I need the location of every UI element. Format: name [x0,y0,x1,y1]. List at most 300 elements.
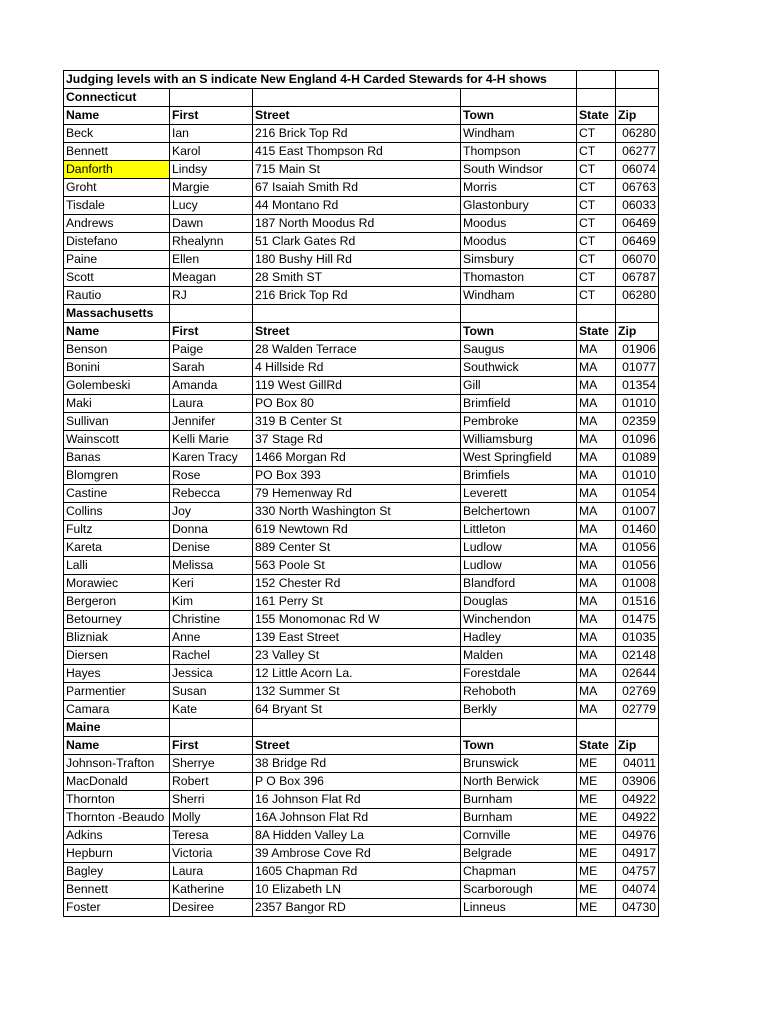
cell-zip: 02148 [616,647,659,665]
header-first: First [170,737,253,755]
table-row [64,827,659,845]
table-row [64,701,659,719]
cell-street: PO Box 393 [253,467,461,485]
cell-state: CT [577,179,616,197]
table-row [64,197,659,215]
cell-name: Camara [64,701,170,719]
cell-street: 2357 Bangor RD [253,899,461,917]
cell-zip: 01906 [616,341,659,359]
empty-cell [461,305,577,323]
cell-town: Glastonbury [461,197,577,215]
header-state: State [577,323,616,341]
cell-state: CT [577,197,616,215]
table-row [64,179,659,197]
cell-state: MA [577,593,616,611]
cell-first: Rachel [170,647,253,665]
table-row [64,647,659,665]
cell-zip: 01007 [616,503,659,521]
cell-zip: 02769 [616,683,659,701]
cell-town: Scarborough [461,881,577,899]
cell-street: 139 East Street [253,629,461,647]
cell-street: 889 Center St [253,539,461,557]
table-row [64,575,659,593]
cell-street: 64 Bryant St [253,701,461,719]
cell-name: Rautio [64,287,170,305]
table-row [64,755,659,773]
cell-state: MA [577,575,616,593]
cell-street: 51 Clark Gates Rd [253,233,461,251]
cell-first: Margie [170,179,253,197]
cell-first: Anne [170,629,253,647]
cell-state: CT [577,161,616,179]
cell-state: MA [577,557,616,575]
cell-zip: 04757 [616,863,659,881]
cell-name: Hepburn [64,845,170,863]
cell-name: Adkins [64,827,170,845]
cell-town: Brunswick [461,755,577,773]
table-row [64,251,659,269]
cell-street: 152 Chester Rd [253,575,461,593]
table-row [64,683,659,701]
empty-cell [253,89,461,107]
cell-zip: 04922 [616,809,659,827]
table-row [64,413,659,431]
cell-name: Scott [64,269,170,287]
cell-state: CT [577,125,616,143]
table-row [64,611,659,629]
cell-state: MA [577,701,616,719]
cell-first: Ian [170,125,253,143]
table-row [64,503,659,521]
cell-street: 563 Poole St [253,557,461,575]
cell-zip: 02359 [616,413,659,431]
table-row [64,359,659,377]
cell-name: Danforth [64,161,170,179]
cell-name: Fultz [64,521,170,539]
cell-first: Laura [170,395,253,413]
cell-street: 8A Hidden Valley La [253,827,461,845]
cell-first: Rose [170,467,253,485]
cell-first: Jessica [170,665,253,683]
cell-state: MA [577,449,616,467]
empty-cell [253,305,461,323]
cell-name: Bagley [64,863,170,881]
cell-town: Moodus [461,215,577,233]
table-row [64,377,659,395]
cell-street: 10 Elizabeth LN [253,881,461,899]
table-row [64,449,659,467]
header-state: State [577,107,616,125]
table-row [64,593,659,611]
cell-town: Douglas [461,593,577,611]
cell-state: MA [577,629,616,647]
cell-first: Robert [170,773,253,791]
cell-name: Golembeski [64,377,170,395]
cell-name: Foster [64,899,170,917]
header-street: Street [253,107,461,125]
cell-zip: 01096 [616,431,659,449]
header-town: Town [461,107,577,125]
empty-cell [616,71,659,89]
cell-zip: 06033 [616,197,659,215]
table-row [64,773,659,791]
cell-town: Saugus [461,341,577,359]
cell-name: Groht [64,179,170,197]
cell-name: Castine [64,485,170,503]
table-row [64,899,659,917]
cell-zip: 01077 [616,359,659,377]
cell-first: Sarah [170,359,253,377]
cell-street: 415 East Thompson Rd [253,143,461,161]
cell-street: 37 Stage Rd [253,431,461,449]
cell-town: Belgrade [461,845,577,863]
cell-street: 28 Smith ST [253,269,461,287]
column-header-row [64,323,659,341]
header-first: First [170,107,253,125]
table-row [64,791,659,809]
cell-street: 1466 Morgan Rd [253,449,461,467]
table-row [64,845,659,863]
state-heading-row [64,305,659,323]
state-heading-row [64,719,659,737]
cell-name: Bergeron [64,593,170,611]
cell-first: Rebecca [170,485,253,503]
cell-first: Victoria [170,845,253,863]
cell-zip: 01054 [616,485,659,503]
cell-state: CT [577,143,616,161]
header-name: Name [64,107,170,125]
empty-cell [170,719,253,737]
header-state: State [577,737,616,755]
cell-first: Kelli Marie [170,431,253,449]
cell-state: MA [577,395,616,413]
cell-street: 132 Summer St [253,683,461,701]
cell-first: Lindsy [170,161,253,179]
cell-first: Ellen [170,251,253,269]
cell-name: Morawiec [64,575,170,593]
cell-zip: 06787 [616,269,659,287]
cell-zip: 04730 [616,899,659,917]
cell-name: Hayes [64,665,170,683]
cell-first: Meagan [170,269,253,287]
header-street: Street [253,737,461,755]
cell-first: Molly [170,809,253,827]
cell-name: Betourney [64,611,170,629]
cell-state: MA [577,377,616,395]
table-row [64,269,659,287]
cell-street: 79 Hemenway Rd [253,485,461,503]
cell-first: Karol [170,143,253,161]
cell-town: Chapman [461,863,577,881]
cell-town: Thompson [461,143,577,161]
cell-state: ME [577,881,616,899]
table-row [64,881,659,899]
empty-cell [577,719,616,737]
cell-town: Linneus [461,899,577,917]
cell-street: 180 Bushy Hill Rd [253,251,461,269]
stewards-table [63,70,659,917]
header-zip: Zip [616,323,659,341]
state-heading: Massachusetts [64,305,170,323]
state-heading-row [64,89,659,107]
cell-state: MA [577,521,616,539]
cell-first: Teresa [170,827,253,845]
cell-state: MA [577,359,616,377]
cell-name: Bennett [64,143,170,161]
table-row [64,341,659,359]
cell-name: Blomgren [64,467,170,485]
cell-state: CT [577,269,616,287]
cell-name: Tisdale [64,197,170,215]
cell-zip: 01354 [616,377,659,395]
cell-name: Collins [64,503,170,521]
cell-first: Donna [170,521,253,539]
cell-name: Thornton [64,791,170,809]
state-heading: Connecticut [64,89,170,107]
empty-cell [253,719,461,737]
table-row [64,809,659,827]
cell-town: Hadley [461,629,577,647]
cell-zip: 06277 [616,143,659,161]
cell-street: 23 Valley St [253,647,461,665]
cell-town: Burnham [461,809,577,827]
cell-first: Denise [170,539,253,557]
cell-state: MA [577,413,616,431]
cell-zip: 01056 [616,557,659,575]
cell-first: Melissa [170,557,253,575]
table-row [64,557,659,575]
cell-street: 4 Hillside Rd [253,359,461,377]
cell-name: Paine [64,251,170,269]
stewards-table-body [64,71,659,917]
cell-town: Malden [461,647,577,665]
header-zip: Zip [616,737,659,755]
cell-state: ME [577,791,616,809]
cell-town: Belchertown [461,503,577,521]
cell-state: ME [577,845,616,863]
cell-first: Lucy [170,197,253,215]
cell-zip: 06469 [616,233,659,251]
empty-cell [170,89,253,107]
cell-town: Forestdale [461,665,577,683]
cell-zip: 04976 [616,827,659,845]
column-header-row [64,107,659,125]
cell-street: 715 Main St [253,161,461,179]
empty-cell [577,71,616,89]
cell-street: 16A Johnson Flat Rd [253,809,461,827]
cell-first: Susan [170,683,253,701]
cell-state: ME [577,899,616,917]
cell-state: CT [577,251,616,269]
cell-town: Moodus [461,233,577,251]
header-name: Name [64,737,170,755]
header-first: First [170,323,253,341]
cell-street: 619 Newtown Rd [253,521,461,539]
cell-state: MA [577,683,616,701]
cell-town: Simsbury [461,251,577,269]
cell-town: Burnham [461,791,577,809]
cell-name: Benson [64,341,170,359]
cell-name: Wainscott [64,431,170,449]
cell-zip: 03906 [616,773,659,791]
cell-town: Williamsburg [461,431,577,449]
cell-zip: 02779 [616,701,659,719]
cell-street: 38 Bridge Rd [253,755,461,773]
table-row [64,539,659,557]
empty-cell [616,719,659,737]
cell-state: CT [577,215,616,233]
cell-town: Brimfield [461,395,577,413]
cell-first: Amanda [170,377,253,395]
cell-first: Katherine [170,881,253,899]
cell-zip: 01056 [616,539,659,557]
table-row [64,485,659,503]
cell-zip: 01475 [616,611,659,629]
cell-zip: 04922 [616,791,659,809]
empty-cell [461,89,577,107]
cell-street: 330 North Washington St [253,503,461,521]
title-row [64,71,659,89]
cell-town: West Springfield [461,449,577,467]
cell-name: Thornton -Beaudo [64,809,170,827]
cell-zip: 04074 [616,881,659,899]
cell-name: Lalli [64,557,170,575]
cell-zip: 01035 [616,629,659,647]
cell-zip: 01008 [616,575,659,593]
cell-name: Bennett [64,881,170,899]
cell-first: Sherrye [170,755,253,773]
header-street: Street [253,323,461,341]
table-row [64,863,659,881]
cell-first: Sherri [170,791,253,809]
cell-state: ME [577,863,616,881]
table-row [64,629,659,647]
cell-street: 67 Isaiah Smith Rd [253,179,461,197]
cell-town: Winchendon [461,611,577,629]
table-row [64,215,659,233]
table-row [64,125,659,143]
cell-first: Paige [170,341,253,359]
cell-town: Thomaston [461,269,577,287]
cell-street: 1605 Chapman Rd [253,863,461,881]
column-header-row [64,737,659,755]
cell-street: 39 Ambrose Cove Rd [253,845,461,863]
cell-first: Keri [170,575,253,593]
table-row [64,233,659,251]
cell-name: Sullivan [64,413,170,431]
cell-state: MA [577,341,616,359]
header-town: Town [461,737,577,755]
cell-zip: 01089 [616,449,659,467]
cell-street: 28 Walden Terrace [253,341,461,359]
cell-first: Rhealynn [170,233,253,251]
cell-town: Littleton [461,521,577,539]
cell-state: MA [577,431,616,449]
empty-cell [461,719,577,737]
cell-name: MacDonald [64,773,170,791]
cell-town: Pembroke [461,413,577,431]
empty-cell [616,305,659,323]
cell-state: MA [577,539,616,557]
cell-zip: 01460 [616,521,659,539]
header-zip: Zip [616,107,659,125]
cell-zip: 06763 [616,179,659,197]
cell-name: Kareta [64,539,170,557]
cell-town: Cornville [461,827,577,845]
cell-town: Ludlow [461,539,577,557]
cell-zip: 02644 [616,665,659,683]
cell-state: MA [577,611,616,629]
cell-town: Ludlow [461,557,577,575]
cell-name: Johnson-Trafton [64,755,170,773]
cell-street: 187 North Moodus Rd [253,215,461,233]
cell-town: Rehoboth [461,683,577,701]
cell-zip: 06280 [616,287,659,305]
empty-cell [577,89,616,107]
cell-street: 216 Brick Top Rd [253,125,461,143]
cell-first: Dawn [170,215,253,233]
cell-state: MA [577,485,616,503]
cell-town: Berkly [461,701,577,719]
cell-name: Distefano [64,233,170,251]
cell-street: 319 B Center St [253,413,461,431]
cell-name: Beck [64,125,170,143]
cell-town: Leverett [461,485,577,503]
cell-town: Windham [461,287,577,305]
cell-town: North Berwick [461,773,577,791]
cell-zip: 04917 [616,845,659,863]
cell-name: Blizniak [64,629,170,647]
cell-first: Laura [170,863,253,881]
cell-name: Parmentier [64,683,170,701]
cell-street: 161 Perry St [253,593,461,611]
table-row [64,431,659,449]
cell-street: P O Box 396 [253,773,461,791]
cell-first: Christine [170,611,253,629]
table-row [64,521,659,539]
cell-street: 44 Montano Rd [253,197,461,215]
table-row [64,143,659,161]
cell-zip: 06074 [616,161,659,179]
cell-street: 216 Brick Top Rd [253,287,461,305]
cell-town: Blandford [461,575,577,593]
cell-name: Diersen [64,647,170,665]
cell-state: MA [577,647,616,665]
cell-first: Kim [170,593,253,611]
cell-zip: 06469 [616,215,659,233]
empty-cell [170,305,253,323]
header-town: Town [461,323,577,341]
cell-state: MA [577,665,616,683]
cell-first: RJ [170,287,253,305]
cell-street: 119 West GillRd [253,377,461,395]
cell-street: PO Box 80 [253,395,461,413]
cell-state: CT [577,233,616,251]
cell-name: Bonini [64,359,170,377]
cell-state: MA [577,503,616,521]
cell-town: Windham [461,125,577,143]
table-row [64,467,659,485]
cell-state: ME [577,827,616,845]
empty-cell [577,305,616,323]
cell-first: Desiree [170,899,253,917]
table-row [64,161,659,179]
cell-state: ME [577,773,616,791]
cell-zip: 06070 [616,251,659,269]
cell-name: Andrews [64,215,170,233]
cell-state: ME [577,755,616,773]
cell-zip: 01516 [616,593,659,611]
